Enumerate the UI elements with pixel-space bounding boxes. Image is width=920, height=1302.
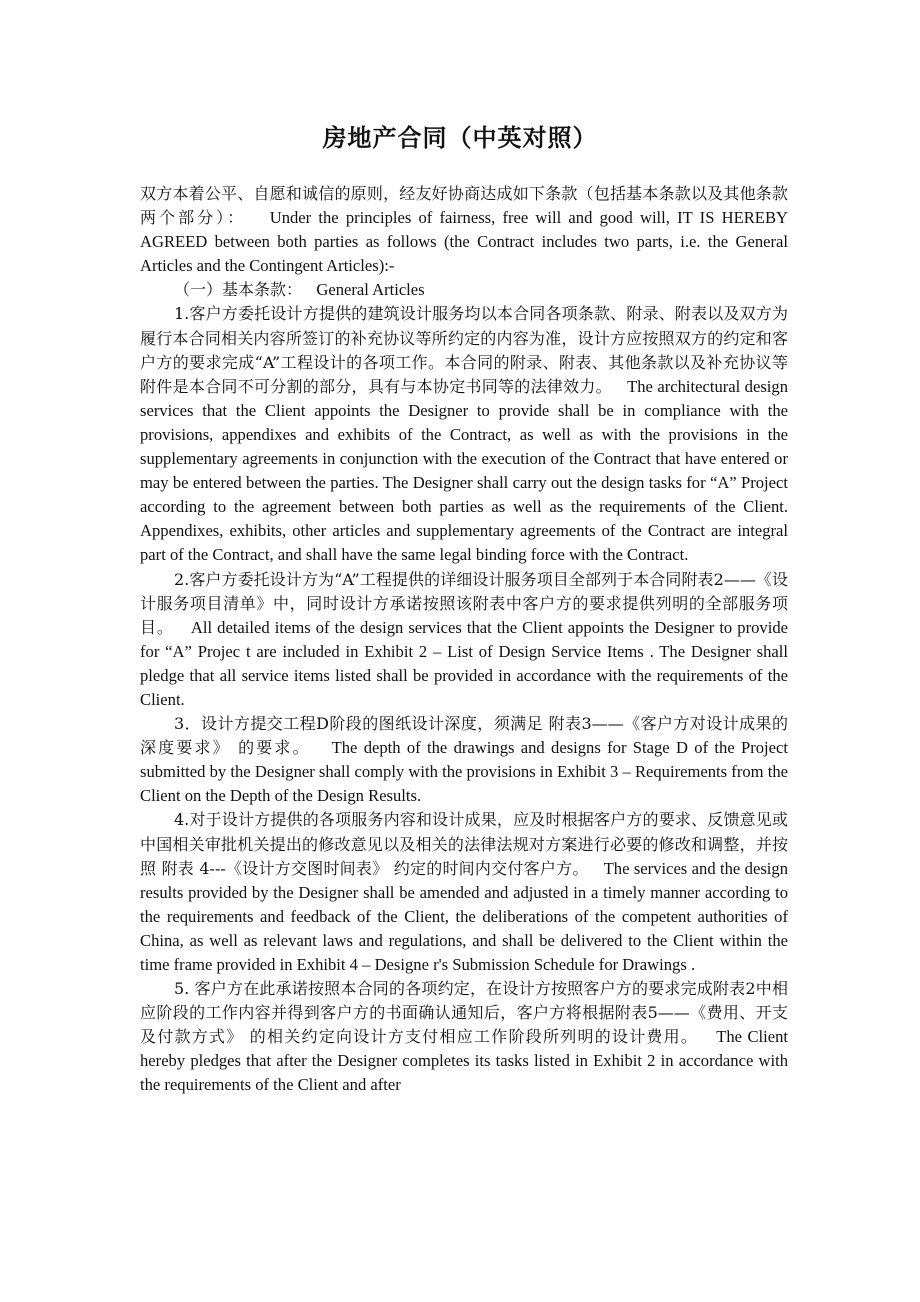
intro-zh: 双方本着公平、自愿和诚信的原则，经友好协商达成如下条款（包括基本条款以及其他条款两个部分）：	[140, 184, 788, 228]
article-1-en: The architectural design services that the Client appoints the Designer to provide shall be in compliance with the provisions, appendixes and exhibits of the Contract, as well as with the provisions in the supplementary agreements in conjunction with the execution of the Contract that have entered or may be entered between the parties. The Designer shall carry out the design tasks for “A” Project according to the agreement between both parties as well as the requirements of the Client. Appendixes, exhibits, other articles and supplementary agreements of the Contract are integral part of the Contract, and shall have the same legal binding force with the Contract.	[140, 376, 788, 565]
article-5-zh: 5. 客户方在此承诺按照本合同的各项约定，在设计方按照客户方的要求完成附表2中相应阶段的工作内容并得到客户方的书面确认通知后，客户方将根据附表5——《费用、开支及付款方式》 的相关约定向设计方支付相应工作阶段所列明的设计费用。	[140, 979, 788, 1047]
article-3-zh: 3．设计方提交工程D阶段的图纸设计深度，须满足 附表3——《客户方对设计成果的深度要求》 的要求。	[140, 714, 788, 758]
section-heading-en: General Articles	[316, 280, 425, 300]
article-2-paragraph	[140, 568, 788, 713]
section-heading-general-articles	[140, 278, 788, 302]
intro-en: Under the principles of fairness, free will and good will, IT IS HEREBY AGREED between both parties as follows (the Contract includes two parts, i.e. the General Articles and the Contingent Articles):-	[140, 208, 788, 276]
document-body	[140, 182, 788, 1098]
article-5-paragraph	[140, 977, 788, 1097]
article-3-en: The depth of the drawings and designs for Stage D of the Project submitted by the Designer shall comply with the provisions in Exhibit 3 – Requirements from the Client on the Depth of the Design Results.	[140, 738, 788, 806]
article-4-zh: 4.对于设计方提供的各项服务内容和设计成果，应及时根据客户方的要求、反馈意见或中国相关审批机关提出的修改意见以及相关的法律法规对方案进行必要的修改和调整，并按照 附表 4---《设计方交图时间表》 约定的时间内交付客户方。	[140, 810, 788, 878]
article-4-paragraph	[140, 808, 788, 977]
intro-paragraph	[140, 182, 788, 278]
document-title: 房地产合同（中英对照）	[322, 124, 598, 152]
article-1-paragraph	[140, 302, 788, 567]
article-4-en: The services and the design results provided by the Designer shall be amended and adjusted in a timely manner according to the requirements and feedback of the Client, the deliberations of the competent authorities of China, as well as relevant laws and regulations, and shall be delivered to the Client within the time frame provided in Exhibit 4 – Designe r's Submission Schedule for Drawings .	[140, 858, 788, 974]
article-2-zh: 2.客户方委托设计方为“A”工程提供的详细设计服务项目全部列于本合同附表2——《设计服务项目清单》中，同时设计方承诺按照该附表中客户方的要求提供列明的全部服务项目。	[140, 569, 788, 637]
article-3-paragraph	[140, 712, 788, 808]
section-heading-zh: （一）基本条款：	[174, 280, 313, 300]
article-2-en: All detailed items of the design services that the Client appoints the Designer to provide for “A” Projec t are included in Exhibit 2 – List of Design Service Items . The Designer shall pledge that all service items listed shall be provided in accordance with the requirements of the Client.	[140, 617, 788, 709]
article-5-en: The Client hereby pledges that after the Designer completes its tasks listed in Exhibit 2 in accordance with the requirements of the Client and after	[140, 1027, 789, 1095]
article-1-zh: 1.客户方委托设计方提供的建筑设计服务均以本合同各项条款、附录、附表以及双方为履行本合同相关内容所签订的补充协议等所约定的内容为准，设计方应按照双方的约定和客户方的要求完成“A”工程设计的各项工作。本合同的附录、附表、其他条款以及补充协议等附件是本合同不可分割的部分，具有与本协定书同等的法律效力。	[140, 304, 788, 396]
